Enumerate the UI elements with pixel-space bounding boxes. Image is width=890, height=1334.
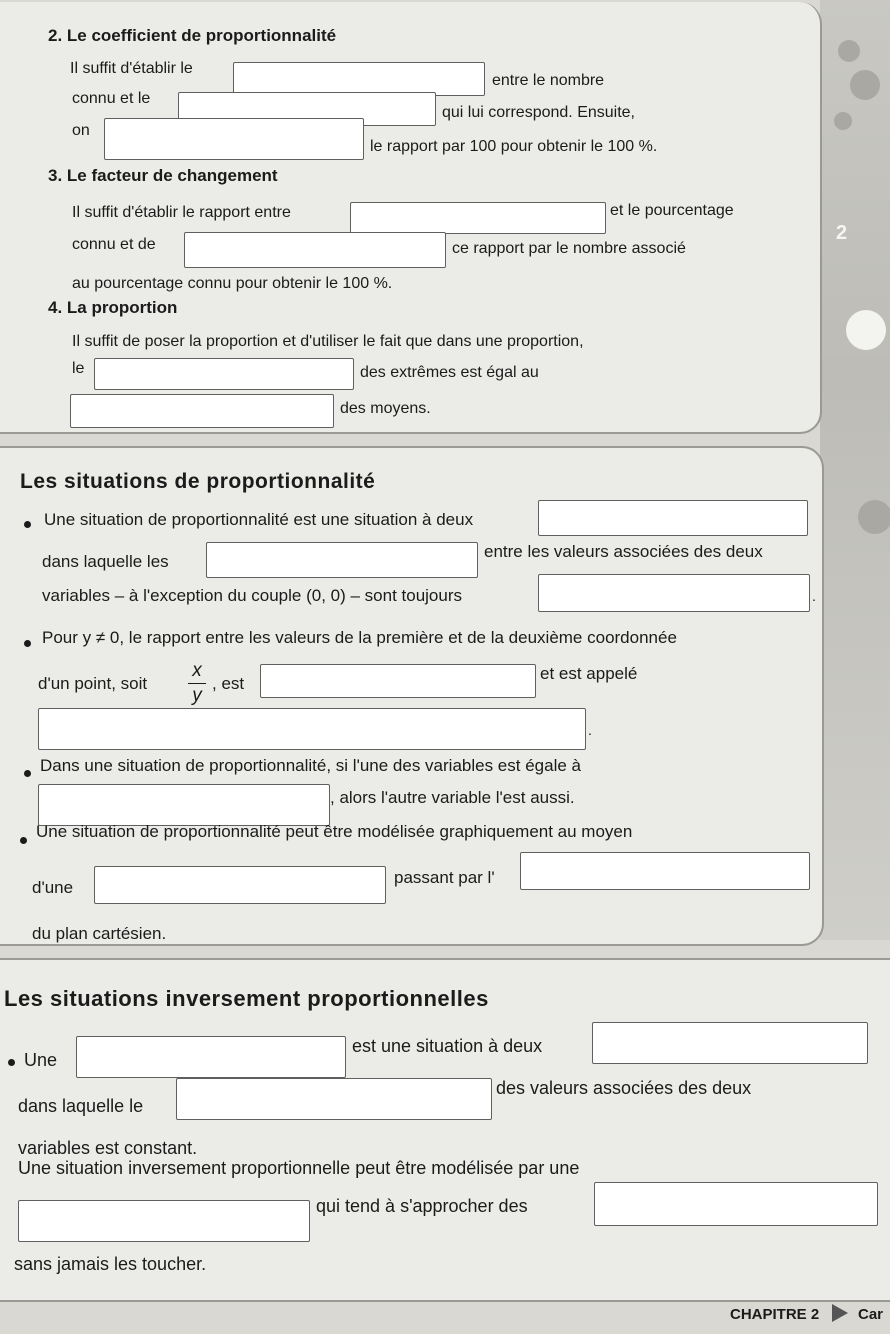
fraction-x-over-y: x y xyxy=(188,660,206,707)
decor-dot xyxy=(858,500,890,534)
text-line: on xyxy=(72,122,90,139)
answer-box[interactable] xyxy=(70,394,334,428)
item4-heading: 4. La proportion xyxy=(48,298,178,317)
decor-dot xyxy=(846,310,886,350)
text-line: au pourcentage connu pour obtenir le 100 %. xyxy=(72,275,393,292)
answer-box[interactable] xyxy=(38,708,586,750)
text-line: des valeurs associées des deux xyxy=(496,1078,752,1098)
side-number: 2 xyxy=(836,222,848,244)
text-line: qui tend à s'approcher des xyxy=(316,1196,528,1216)
text-line: le rapport par 100 pour obtenir le 100 %. xyxy=(370,138,658,155)
section-title: Les situations de proportionnalité xyxy=(20,470,376,493)
bullet xyxy=(8,1059,15,1066)
bullet xyxy=(24,521,31,528)
text-line: dans laquelle les xyxy=(42,552,169,571)
text-line: le xyxy=(72,360,85,377)
chapter-label: CHAPITRE 2 xyxy=(730,1306,820,1323)
item2-heading: 2. Le coefficient de proportionnalité xyxy=(48,26,337,45)
answer-box[interactable] xyxy=(76,1036,346,1078)
text-line: ce rapport par le nombre associé xyxy=(452,240,686,257)
answer-box[interactable] xyxy=(233,62,485,96)
text-line: Il suffit de poser la proportion et d'utiliser le fait que dans une proportion, xyxy=(72,333,584,350)
answer-box[interactable] xyxy=(594,1182,878,1226)
text-line: Il suffit d'établir le rapport entre xyxy=(72,204,291,221)
bullet xyxy=(24,640,31,647)
text-line: d'un point, soit xyxy=(38,674,148,693)
text-line: passant par l' xyxy=(394,868,495,887)
text-line: variables est constant. xyxy=(18,1138,198,1158)
text-line: Une situation de proportionnalité peut être modélisée graphiquement au moyen xyxy=(36,822,633,841)
side-decoration-strip xyxy=(820,0,890,940)
answer-box[interactable] xyxy=(592,1022,868,1064)
text-line: , alors l'autre variable l'est aussi. xyxy=(330,788,575,807)
text-line: du plan cartésien. xyxy=(32,924,167,943)
answer-box[interactable] xyxy=(184,232,446,268)
answer-box[interactable] xyxy=(94,866,386,904)
answer-box[interactable] xyxy=(38,784,330,826)
text-line: connu et de xyxy=(72,236,156,253)
answer-box[interactable] xyxy=(176,1078,492,1120)
decor-dot xyxy=(834,112,852,130)
text-line: entre le nombre xyxy=(492,72,605,89)
text-line: entre les valeurs associées des deux xyxy=(484,542,763,561)
text-line: dans laquelle le xyxy=(18,1096,144,1116)
text-line: connu et le xyxy=(72,90,151,107)
answer-box[interactable] xyxy=(18,1200,310,1242)
answer-box[interactable] xyxy=(260,664,536,698)
text-line: Il suffit d'établir le xyxy=(70,60,193,77)
chapter-arrow-icon xyxy=(832,1304,848,1322)
answer-box[interactable] xyxy=(94,358,354,390)
text-line: et est appelé xyxy=(540,664,638,683)
item3-heading: 3. Le facteur de changement xyxy=(48,166,278,185)
answer-box[interactable] xyxy=(350,202,606,234)
decor-dot xyxy=(838,40,860,62)
answer-box[interactable] xyxy=(538,574,810,612)
text-line: sans jamais les toucher. xyxy=(14,1254,207,1274)
text-line: des moyens. xyxy=(340,400,431,417)
section-title: Les situations inversement proportionnelles xyxy=(4,986,489,1011)
text-line: Dans une situation de proportionnalité, si l'une des variables est égale à xyxy=(40,756,581,775)
text-line: d'une xyxy=(32,878,74,897)
text-line: Une situation inversement proportionnelle peut être modélisée par une xyxy=(18,1158,580,1178)
text-line: et le pourcentage xyxy=(610,202,734,219)
text-line: . xyxy=(812,588,816,604)
text-line: Une xyxy=(24,1050,58,1070)
chapter-title-cut: Car xyxy=(858,1306,884,1323)
text-line: variables – à l'exception du couple (0, 0) – sont toujours xyxy=(42,586,462,605)
text-line: , est xyxy=(212,674,245,693)
text-line: . xyxy=(588,722,592,738)
decor-dot xyxy=(850,70,880,100)
text-line: est une situation à deux xyxy=(352,1036,543,1056)
answer-box[interactable] xyxy=(520,852,810,890)
text-line: Pour y ≠ 0, le rapport entre les valeurs de la première et de la deuxième coordonnée xyxy=(42,628,677,647)
answer-box[interactable] xyxy=(538,500,808,536)
text-line: qui lui correspond. Ensuite, xyxy=(442,104,635,121)
answer-box[interactable] xyxy=(206,542,478,578)
text-line: Une situation de proportionnalité est une situation à deux xyxy=(44,510,474,529)
bullet xyxy=(20,837,27,844)
bullet xyxy=(24,770,31,777)
answer-box[interactable] xyxy=(104,118,364,160)
text-line: des extrêmes est égal au xyxy=(360,364,539,381)
